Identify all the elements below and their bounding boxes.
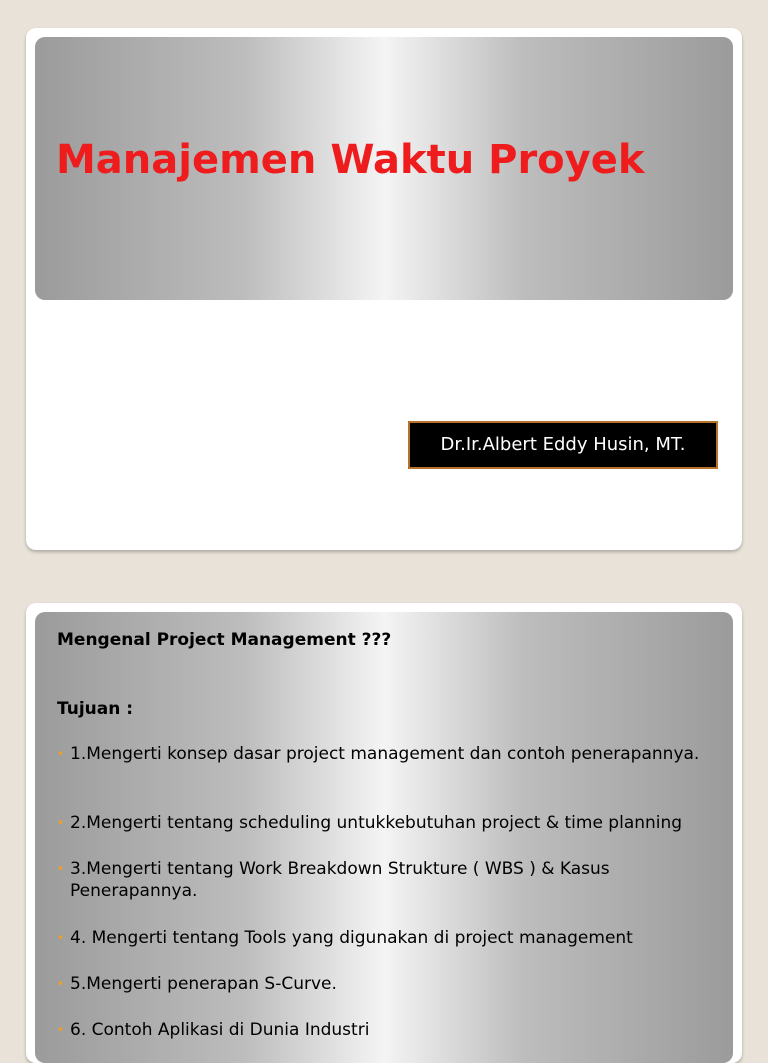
tujuan-label: Tujuan : [57,699,134,719]
list-item [57,1019,719,1041]
list-item [57,927,719,949]
content-panel [35,612,733,1063]
slide-title: Manajemen Waktu Proyek [56,137,645,183]
bullet-icon: • [57,747,65,761]
slide-2 [26,603,742,1063]
list-item [57,812,719,834]
list-item [57,858,719,902]
list-item [57,973,719,995]
author-box: Dr.Ir.Albert Eddy Husin, MT. [408,421,718,469]
bullet-icon: • [57,816,65,830]
list-item-text: 1.Mengerti konsep dasar project management dan contoh penerapannya. [70,744,700,764]
section-heading: Mengenal Project Management ??? [57,630,392,650]
list-item-text: 3.Mengerti tentang Work Breakdown Strukture ( WBS ) & Kasus Penerapannya. [70,859,610,901]
bullet-icon: • [57,862,65,876]
bullet-icon: • [57,1023,65,1037]
list-item [57,743,719,765]
bullet-icon: • [57,977,65,991]
list-item-text: 6. Contoh Aplikasi di Dunia Industri [70,1020,370,1040]
list-item-text: 2.Mengerti tentang scheduling untukkebutuhan project & time planning [70,813,683,833]
title-banner [35,37,733,300]
list-item-text: 4. Mengerti tentang Tools yang digunakan di project management [70,928,633,948]
list-item-text: 5.Mengerti penerapan S-Curve. [70,974,337,994]
bullet-icon: • [57,931,65,945]
slide-1 [26,28,742,550]
